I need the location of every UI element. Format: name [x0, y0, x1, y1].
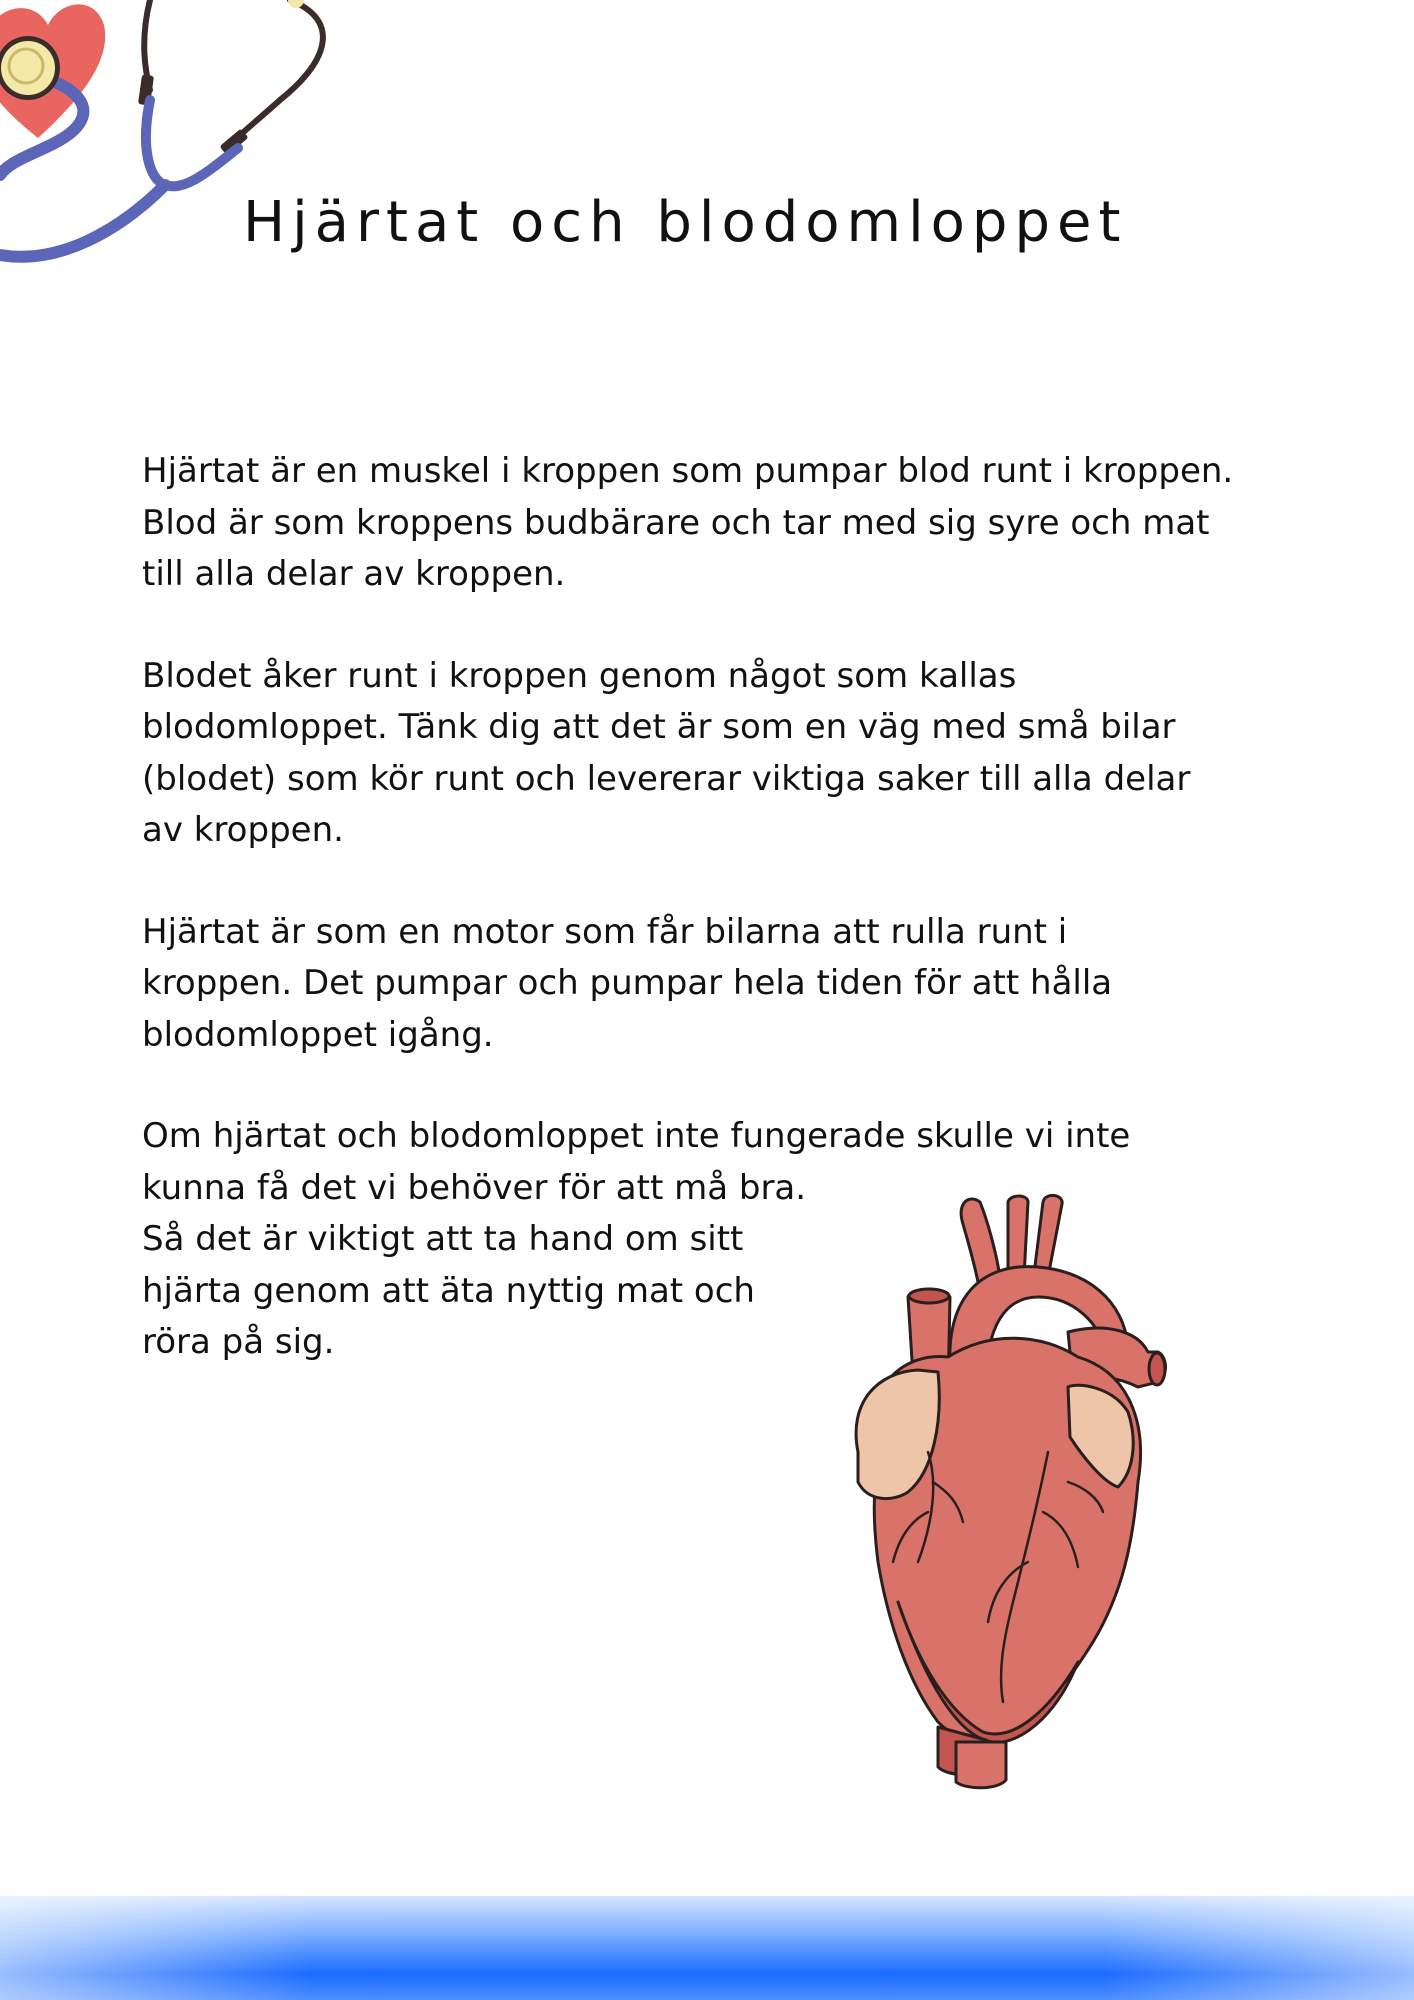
- text-line: (blodet) som kör runt och levererar viktiga saker till alla delar: [142, 758, 1191, 799]
- paragraph-3: [142, 907, 1292, 1062]
- text-line: blodomloppet igång.: [142, 1014, 494, 1055]
- text-line: Om hjärtat och blodomloppet inte fungerade skulle vi inte: [142, 1116, 1131, 1156]
- blue-gradient-band: [0, 1896, 1414, 2000]
- text-line: kroppen. Det pumpar och pumpar hela tiden för att hålla: [142, 963, 1113, 1003]
- text-line: av kroppen.: [142, 810, 344, 850]
- anatomical-heart-illustration: [838, 1182, 1178, 1790]
- page-title: Hjärtat och blodomloppet: [243, 190, 1128, 255]
- text-line: hjärta genom att äta nyttig mat och: [142, 1270, 755, 1311]
- paragraph-2: [142, 651, 1292, 857]
- text-line: till alla delar av kroppen.: [142, 554, 566, 594]
- text-line: Så det är viktigt att ta hand om sitt: [142, 1219, 744, 1259]
- text-line: Blod är som kroppens budbärare och tar med sig syre och mat: [142, 502, 1210, 543]
- text-line: röra på sig.: [142, 1322, 335, 1362]
- paragraph-1: [142, 446, 1292, 601]
- text-line: Hjärtat är en muskel i kroppen som pumpar blod runt i kroppen.: [142, 451, 1234, 491]
- text-line: blodomloppet. Tänk dig att det är som en väg med små bilar: [142, 707, 1176, 747]
- text-line: Blodet åker runt i kroppen genom något som kallas: [142, 655, 1017, 696]
- text-line: kunna få det vi behöver för att må bra.: [142, 1167, 807, 1208]
- text-line: Hjärtat är som en motor som får bilarna att rulla runt i: [142, 911, 1068, 952]
